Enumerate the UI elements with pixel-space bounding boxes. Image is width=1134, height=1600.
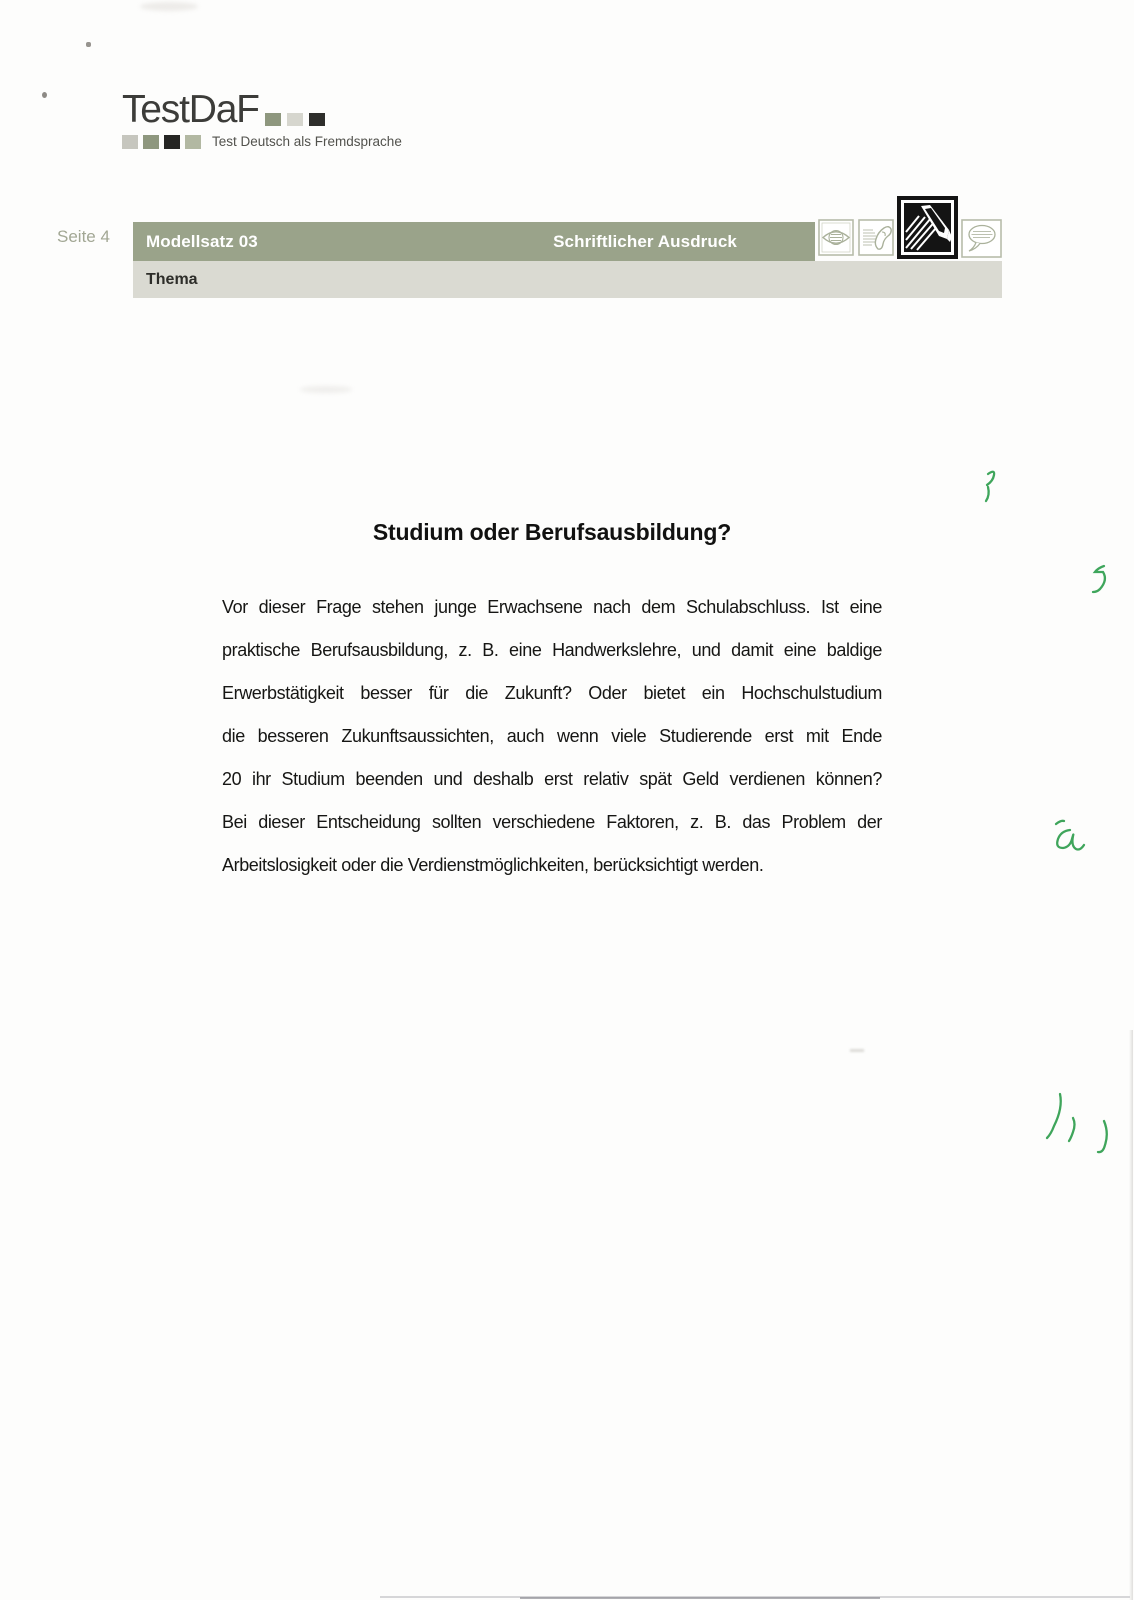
logo-square-icon [185,135,201,149]
paragraph-line: Erwerbstätigkeit besser für die Zukunft? Oder bietet ein Hochschulstudium [222,683,882,703]
section-label: Schriftlicher Ausdruck [553,231,737,251]
logo-square-icon [309,113,325,126]
handwritten-mark-scribble-apostrophe [1056,821,1064,824]
scan-speck [86,42,91,47]
logo-square-icon [265,113,281,126]
header-bar [133,222,815,261]
topic-bar [133,261,1002,298]
page-number-label: Seite 4 [57,227,110,246]
scan-smudge [140,2,198,11]
handwritten-mark-stroke-3 [1098,1121,1107,1152]
scan-speck [42,92,47,98]
paragraph-line: 20 ihr Studium beenden und deshalb erst relativ spät Geld verdienen können? [222,769,882,789]
task-intro-paragraph [222,586,882,887]
paragraph-line: Vor dieser Frage stehen junge Erwachsene nach dem Schulabschluss. Ist eine [222,597,882,617]
logo-brand-text: TestDaF [122,88,259,131]
scan-edge-line [380,1596,1130,1598]
logo-square-icon [143,135,159,149]
handwritten-mark-tick [986,472,994,501]
logo-row-brand [122,90,402,129]
logo-square-icon [164,135,180,149]
speaking-bubble-icon [961,219,1002,263]
paragraph-line: praktische Berufsausbildung, z. B. eine Handwerkslehre, und damit eine baldige [222,640,882,660]
paragraph-line: Bei dieser Entscheidung sollten verschiedene Faktoren, z. B. das Problem der [222,812,882,832]
scan-smudge [300,386,352,393]
handwritten-mark-squiggle [1093,566,1105,592]
listening-ear-icon [858,219,894,261]
paragraph-line: Arbeitslosigkeit oder die Verdienstmöglichkeiten, berücksichtigt werden. [222,855,764,875]
reading-eye-icon [818,219,854,261]
writing-pen-icon [897,196,958,264]
topic-label: Thema [146,270,198,288]
handwritten-mark-scribble [1057,830,1084,850]
document-title: Studium oder Berufsausbildung? [372,519,732,545]
scan-smudge [850,1049,864,1052]
scan-edge-line [520,1597,880,1599]
logo-square-icon [122,135,138,149]
logo-subtitle: Test Deutsch als Fremdsprache [212,133,402,149]
logo-square-icon [287,113,303,126]
handwritten-mark-stroke-1 [1047,1094,1061,1138]
testdaf-logo [122,90,402,149]
model-set-label: Modellsatz 03 [146,231,258,251]
scan-edge-shadow [1129,1030,1133,1600]
handwritten-mark-stroke-2 [1069,1118,1075,1141]
paragraph-line: die besseren Zukunftsaussichten, auch wenn viele Studierende erst mit Ende [222,726,882,746]
logo-row-subtitle [122,135,402,149]
